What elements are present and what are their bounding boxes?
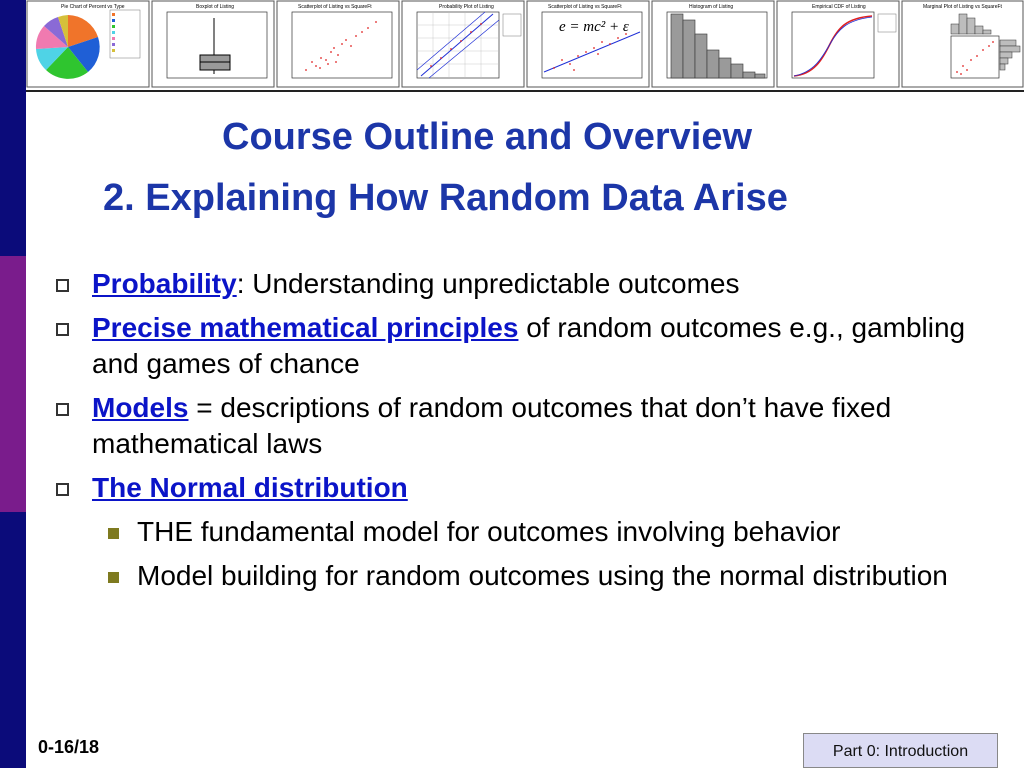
bullet-text: = descriptions of random outcomes that don’t have fixed mathematical laws xyxy=(92,392,892,459)
scatterplot-thumbnail xyxy=(277,1,399,87)
models-link[interactable]: Models xyxy=(92,392,189,423)
slide-subtitle: 2. Explaining How Random Data Arise xyxy=(103,177,788,219)
square-bullet-icon xyxy=(56,323,69,336)
thumbnail-title: Scatterplot of Listing vs SquareFt xyxy=(548,4,622,10)
normal-distribution-link[interactable]: The Normal distribution xyxy=(92,472,408,503)
filled-square-bullet-icon xyxy=(108,528,119,539)
thumbnail-title: Marginal Plot of Listing vs SquareFt xyxy=(923,4,1002,10)
probability-plot-thumbnail xyxy=(402,1,524,87)
probability-link[interactable]: Probability xyxy=(92,268,237,299)
histogram-thumbnail xyxy=(652,1,774,87)
section-label: Part 0: Introduction xyxy=(803,733,998,768)
equation-text: e = mc² + ε xyxy=(559,19,629,35)
sidebar-segment-middle xyxy=(0,256,26,512)
bullet-item xyxy=(52,470,982,506)
thumbnail-title: Probability Plot of Listing xyxy=(439,4,494,10)
empirical-cdf-thumbnail xyxy=(777,1,899,87)
sub-bullet-text: Model building for random outcomes using the normal distribution xyxy=(137,560,948,591)
bullet-text: of random outcomes e.g., gambling and games of chance xyxy=(92,312,966,379)
square-bullet-icon xyxy=(56,279,69,292)
precise-principles-link[interactable]: Precise mathematical principles xyxy=(92,312,519,343)
thumbnail-title: Boxplot of Listing xyxy=(196,4,235,10)
sidebar-segment-top xyxy=(0,0,26,256)
thumbnail-title: Pie Chart of Percent vs Type xyxy=(61,4,125,10)
marginal-plot-thumbnail xyxy=(902,1,1023,87)
thumbnail-title: Histogram of Listing xyxy=(689,4,734,10)
square-bullet-icon xyxy=(56,483,69,496)
pie-chart-thumbnail xyxy=(27,1,149,87)
sidebar-segment-bottom xyxy=(0,512,26,768)
left-color-bar xyxy=(0,0,26,768)
chart-thumbnail-strip xyxy=(26,0,1024,92)
slide-number: 0-16/18 xyxy=(38,737,100,757)
scatterplot-equation-thumbnail xyxy=(527,1,649,87)
bullet-text: : Understanding unpredictable outcomes xyxy=(236,268,740,299)
square-bullet-icon xyxy=(56,403,69,416)
bullet-list xyxy=(52,266,982,602)
bullet-item xyxy=(52,266,982,302)
thumbnail-title: Scatterplot of Listing vs SquareFt xyxy=(298,4,372,10)
slide-title: Course Outline and Overview xyxy=(222,116,753,158)
thumbnail-title: Empirical CDF of Listing xyxy=(812,4,866,10)
boxplot-thumbnail xyxy=(152,1,274,87)
sub-bullet-text: THE fundamental model for outcomes involving behavior xyxy=(137,516,841,547)
bullet-item xyxy=(52,390,982,462)
filled-square-bullet-icon xyxy=(108,572,119,583)
bullet-item xyxy=(52,310,982,382)
sub-bullet-item xyxy=(52,558,982,594)
sub-bullet-item xyxy=(52,514,982,550)
